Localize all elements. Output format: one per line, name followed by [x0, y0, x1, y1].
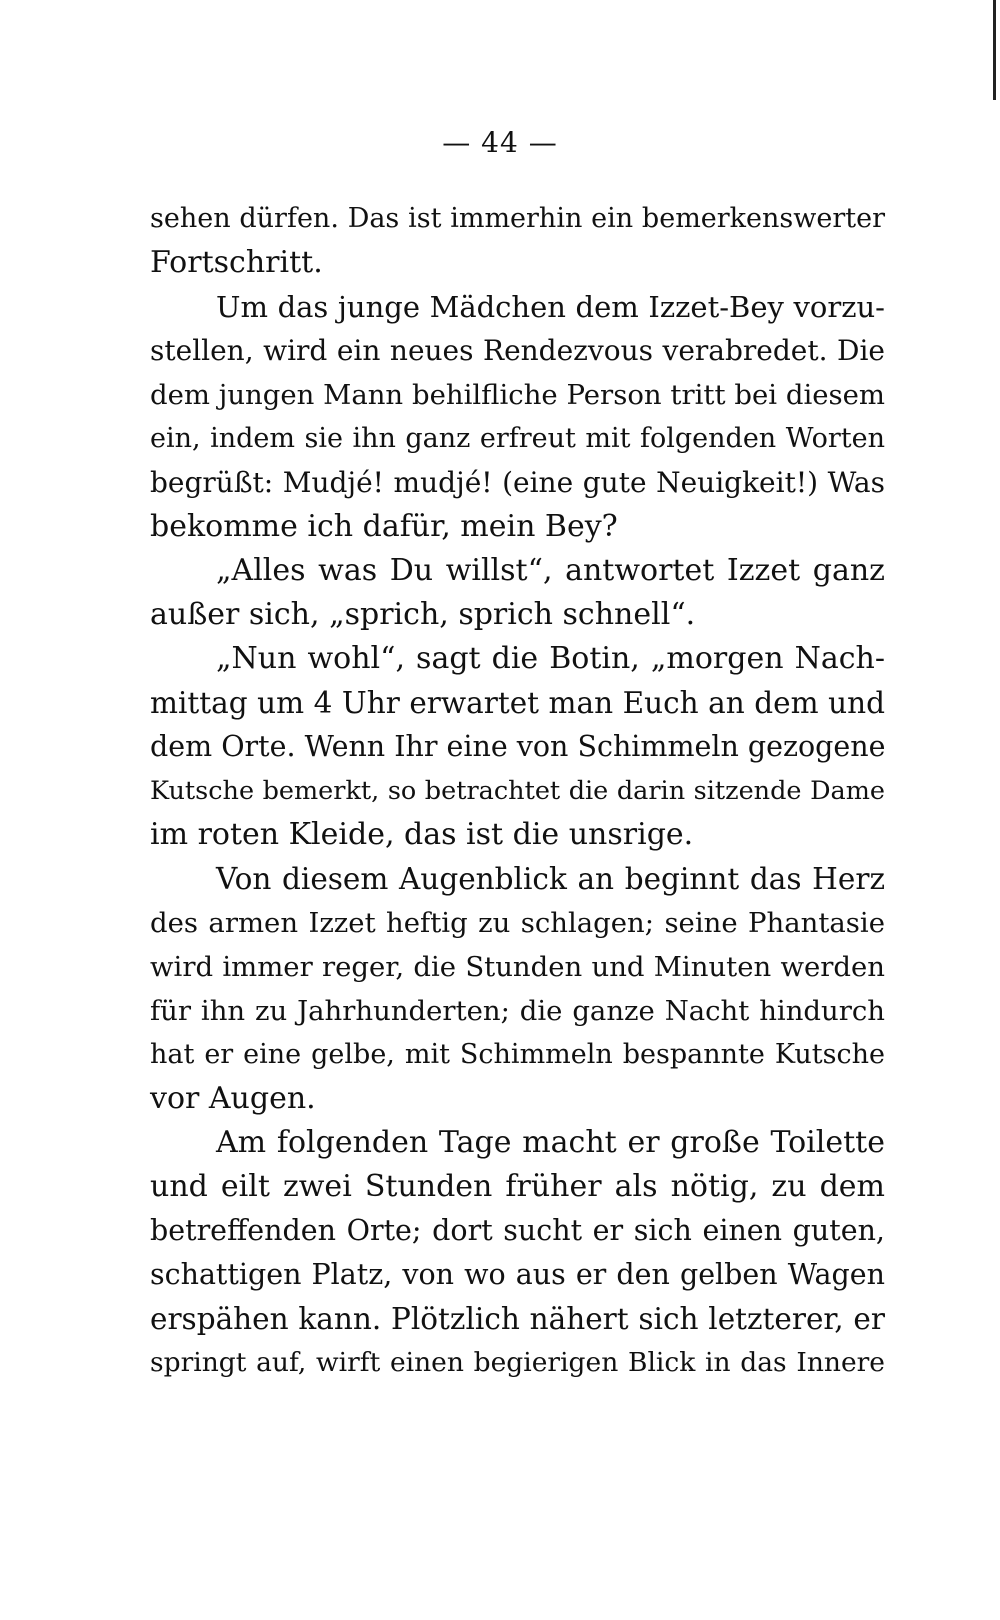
text-line: „Nun wohl“, sagt die Botin, „morgen Nach- [216, 641, 885, 676]
text-line: sehen dürfen. Das ist immerhin ein bemerkenswerter [150, 203, 885, 234]
text-line: erspähen kann. Plötzlich nähert sich letzterer, er [150, 1302, 885, 1336]
text-line: vor Augen. [150, 1081, 316, 1116]
text-line: hat er eine gelbe, mit Schimmeln bespannte Kutsche [150, 1039, 885, 1070]
text-line: Am folgenden Tage macht er große Toilette [216, 1125, 885, 1160]
text-line: Um das junge Mädchen dem Izzet-Bey vorzu- [216, 290, 885, 324]
text-line: bekomme ich dafür, mein Bey? [150, 509, 618, 544]
text-line: Fortschritt. [150, 245, 323, 280]
page-edge-mark [993, 0, 996, 100]
text-line: Von diesem Augenblick an beginnt das Herz [216, 862, 885, 896]
text-line: schattigen Platz, von wo aus er den gelben Wagen [150, 1258, 885, 1291]
text-line: betreffenden Orte; dort sucht er sich einen guten, [150, 1214, 885, 1247]
text-line: und eilt zwei Stunden früher als nötig, zu dem [150, 1169, 885, 1204]
text-line: springt auf, wirft einen begierigen Blick in das Innere [150, 1347, 885, 1378]
text-line: außer sich, „sprich, sprich schnell“. [150, 597, 696, 632]
text-line: im roten Kleide, das ist die unsrige. [150, 817, 694, 852]
text-line: begrüßt: Mudjé! mudjé! (eine gute Neuigkeit!) Was [150, 466, 885, 499]
body-text [150, 197, 885, 1385]
text-line: „Alles was Du willst“, antwortet Izzet ganz [216, 553, 885, 588]
text-line: dem jungen Mann behilfliche Person tritt bei diesem [150, 379, 885, 411]
text-line: mittag um 4 Uhr erwartet man Euch an dem und [150, 686, 885, 720]
text-line: ein, indem sie ihn ganz erfreut mit folgenden Worten [150, 423, 885, 454]
text-line: des armen Izzet heftig zu schlagen; seine Phantasie [150, 907, 885, 939]
text-line: wird immer reger, die Stunden und Minuten werden [150, 951, 885, 983]
text-line: stellen, wird ein neues Rendezvous verabredet. Die [150, 334, 885, 367]
text-line: dem Orte. Wenn Ihr eine von Schimmeln gezogene [150, 730, 886, 763]
text-line: für ihn zu Jahrhunderten; die ganze Nacht hindurch [150, 995, 885, 1027]
page-number: — 44 — [442, 126, 558, 159]
text-line: Kutsche bemerkt, so betrachtet die darin sitzende Dame [150, 776, 885, 806]
